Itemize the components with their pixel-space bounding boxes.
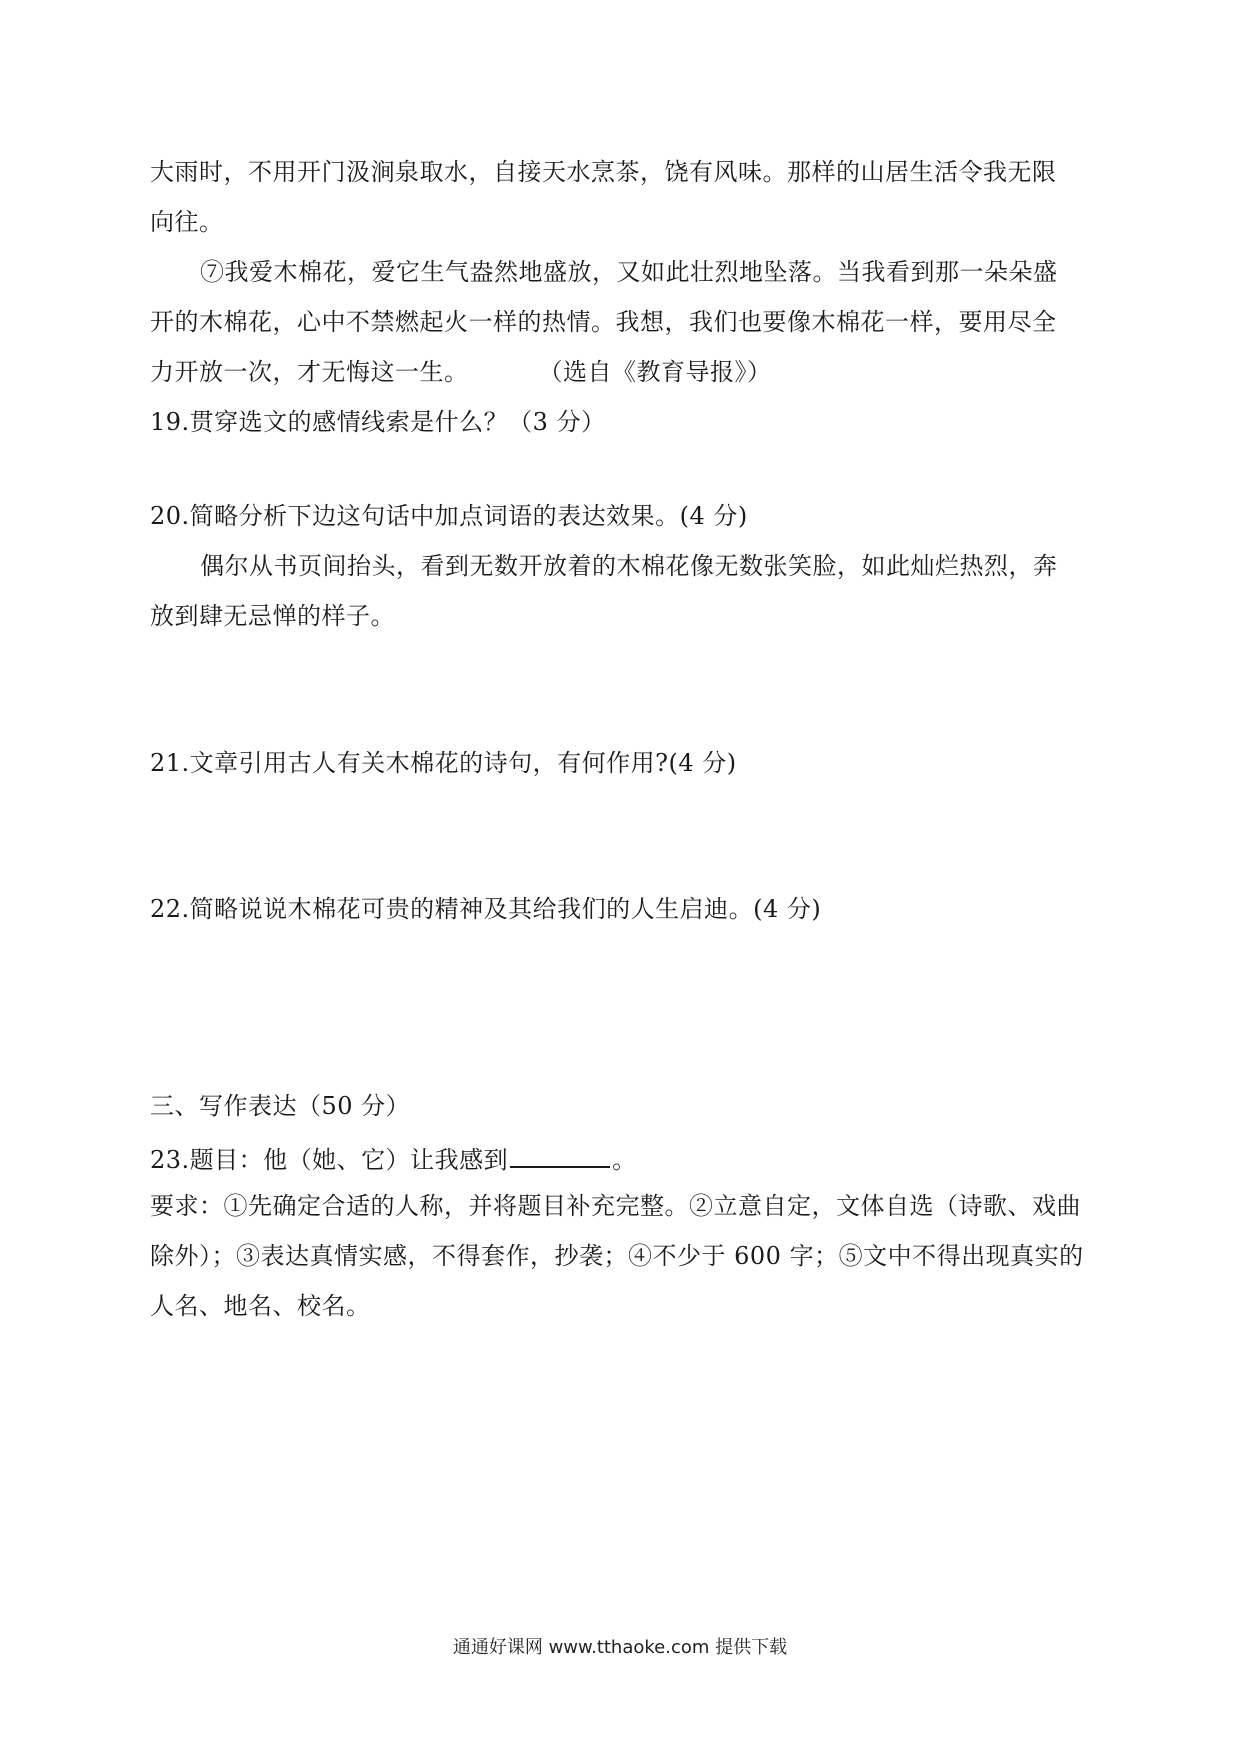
paragraph-7-line — [150, 356, 772, 388]
question-20: 20.简略分析下边这句话中加点词语的表达效果。(4 分) — [150, 502, 748, 530]
paragraph-7-text: 力开放一次，才无悔这一生。 — [150, 358, 469, 386]
question-19: 19.贯穿选文的感情线索是什么？（3 分） — [150, 408, 606, 436]
title-blank-line — [510, 1140, 610, 1168]
requirements-line: 除外）；③表达真情实感，不得套作，抄袭；④不少于 600 字；⑤文中不得出现真实的 — [150, 1242, 1084, 1270]
passage-line: 大雨时，不用开门汲涧泉取水，自接天水烹茶，饶有风味。那样的山居生活令我无限 — [150, 158, 1057, 186]
paragraph-7-line: ⑦我爱木棉花，爱它生气盎然地盛放，又如此壮烈地坠落。当我看到那一朵朵盛 — [200, 258, 1058, 286]
requirements-line: 要求：①先确定合适的人称，并将题目补充完整。②立意自定，文体自选（诗歌、戏曲 — [150, 1192, 1081, 1220]
question-20-quote-line: 偶尔从书页间抬头，看到无数开放着的木棉花像无数张笑脸，如此灿烂热烈，奔 — [200, 552, 1058, 580]
question-20-quote-line: 放到肆无忌惮的样子。 — [150, 602, 395, 630]
passage-line: 向往。 — [150, 208, 224, 236]
page-footer: 通通好课网 www.tthaoke.com 提供下载 — [452, 1637, 788, 1658]
requirements-line: 人名、地名、校名。 — [150, 1292, 371, 1320]
question-21: 21.文章引用古人有关木棉花的诗句，有何作用?(4 分) — [150, 749, 737, 777]
writing-section-title: 三、写作表达（50 分） — [150, 1092, 411, 1120]
source-citation: （选自《教育导报》） — [538, 358, 772, 386]
question-23 — [150, 1140, 637, 1176]
question-23-end: 。 — [612, 1146, 637, 1174]
paragraph-7-line: 开的木棉花，心中不禁燃起火一样的热情。我想，我们也要像木棉花一样，要用尽全 — [150, 308, 1057, 336]
question-23-prompt: 23.题目：他（她、它）让我感到 — [150, 1146, 509, 1174]
question-22: 22.简略说说木棉花可贵的精神及其给我们的人生启迪。(4 分) — [150, 895, 822, 923]
